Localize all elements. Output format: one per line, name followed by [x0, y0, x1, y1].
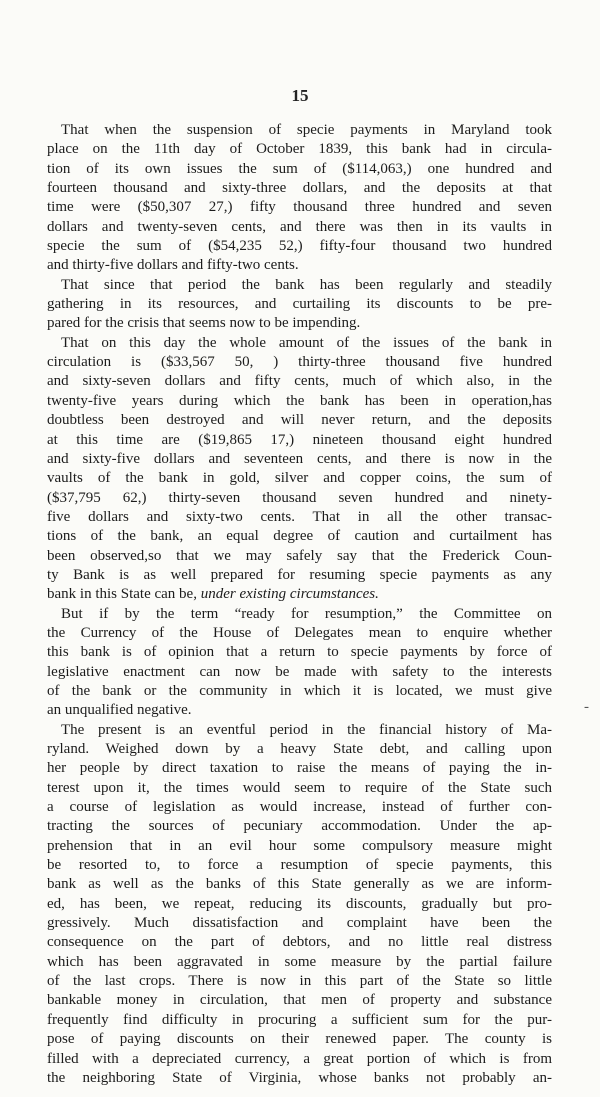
text-line: of the bank or the community in which it is located, we must give: [47, 682, 552, 699]
text-line: bankable money in circulation, that men of property and substance: [47, 992, 552, 1009]
text-line: vaults of the bank in gold, silver and copper coins, the sum of: [47, 470, 552, 487]
text-line: ($37,795 62,) thirty-seven thousand seven hundred and ninety-: [47, 489, 552, 506]
text-line: ryland. Weighed down by a heavy State debt, and calling upon: [47, 741, 552, 757]
text-line: tion of its own issues the sum of ($114,063,) one hundred and: [47, 160, 552, 177]
text-line: ed, has been, we repeat, reducing its discounts, gradually but pro-: [47, 895, 552, 912]
text-line: at this time are ($19,865 17,) nineteen thousand eight hundred: [47, 431, 552, 448]
text-line: her people by direct taxation to raise the means of paying the in-: [47, 760, 552, 777]
text-line: bank as well as the banks of this State generally as we are inform-: [47, 876, 552, 893]
body-text: [47, 121, 552, 1088]
text-line: place on the 11th day of October 1839, this bank had in circula-: [47, 141, 552, 158]
text-line: and thirty-five dollars and fifty-two cents.: [47, 257, 299, 274]
text-line: gathering in its resources, and curtailing its discounts to be pre-: [47, 296, 552, 313]
paragraph: [47, 121, 552, 276]
text-line: terest upon it, the times would seem to require of the State such: [47, 779, 552, 796]
text-line: dollars and twenty-seven cents, and there was then in its vaults in: [47, 218, 552, 235]
text-line: specie the sum of ($54,235 52,) fifty-four thousand two hundred: [47, 238, 552, 255]
text-line: five dollars and sixty-two cents. That in all the other transac-: [47, 508, 552, 525]
text-line: That on this day the whole amount of the issues of the bank in: [61, 334, 552, 351]
text-line: filled with a depreciated currency, a great portion of which is from: [47, 1050, 552, 1067]
text-line: the Currency of the House of Delegates mean to enquire whether: [47, 624, 552, 641]
italic-phrase: under existing circumstances.: [200, 586, 379, 603]
margin-mark: -: [584, 699, 589, 715]
paragraph: [47, 276, 552, 334]
text-line: [47, 585, 552, 604]
text-line: twenty-five years during which the bank has been in operation,has: [47, 392, 552, 409]
text-line: and sixty-seven dollars and fifty cents, much of which also, in the: [47, 373, 552, 390]
text-line: this bank is of opinion that a return to specie payments by force of: [47, 644, 552, 661]
text-line: an unqualified negative.: [47, 702, 192, 719]
text-line: pose of paying discounts on their renewed paper. The county is: [47, 1031, 552, 1048]
paragraph: [47, 605, 552, 721]
text-line: But if by the term “ready for resumption,” the Committee on: [61, 605, 552, 622]
text-line: circulation is ($33,567 50, ) thirty-three thousand five hundred: [47, 354, 552, 371]
text-line: a course of legislation as would increase, instead of further con-: [47, 799, 552, 816]
text-line: The present is an eventful period in the financial history of Ma-: [61, 721, 552, 738]
text-line: doubtless been destroyed and will never return, and the deposits: [47, 412, 552, 429]
text-line: ty Bank is as well prepared for resuming specie payments as any: [47, 566, 552, 583]
text-line: That when the suspension of specie payments in Maryland took: [61, 122, 552, 138]
text-line: which has been aggravated in some measure by the partial failure: [47, 953, 552, 970]
text-line: frequently find difficulty in procuring a sufficient sum for the pur-: [47, 1011, 552, 1028]
text-line: tions of the bank, an equal degree of caution and curtailment has: [47, 528, 552, 545]
text-line: gressively. Much dissatisfaction and complaint have been the: [47, 915, 552, 932]
text-line: tracting the sources of pecuniary accommodation. Under the ap-: [47, 818, 552, 835]
text-line: be resorted to, to force a resumption of specie payments, this: [47, 857, 552, 874]
text-line: That since that period the bank has been regularly and steadily: [61, 276, 552, 293]
paragraph: [47, 334, 552, 605]
text-line-prefix: bank in this State can be,: [47, 586, 201, 603]
text-line: prehension that in an evil hour some compulsory measure might: [47, 837, 552, 854]
text-line: and sixty-five dollars and seventeen cents, and there is now in the: [47, 450, 552, 467]
text-line: time were ($50,307 27,) fifty thousand three hundred and seven: [47, 199, 552, 216]
text-line: legislative enactment can now be made with safety to the interests: [47, 663, 552, 680]
paragraph: [47, 721, 552, 1089]
text-line: pared for the crisis that seems now to be impending.: [47, 315, 361, 332]
text-line: of the last crops. There is now in this part of the State so little: [47, 973, 552, 990]
text-line: consequence on the part of debtors, and no little real distress: [47, 934, 552, 951]
page-number: 15: [291, 86, 309, 105]
text-line: the neighboring State of Virginia, whose banks not probably an-: [47, 1069, 552, 1086]
text-line: fourteen thousand and sixty-three dollars, and the deposits at that: [47, 180, 552, 197]
text-line: been observed,so that we may safely say that the Frederick Coun-: [47, 547, 552, 564]
